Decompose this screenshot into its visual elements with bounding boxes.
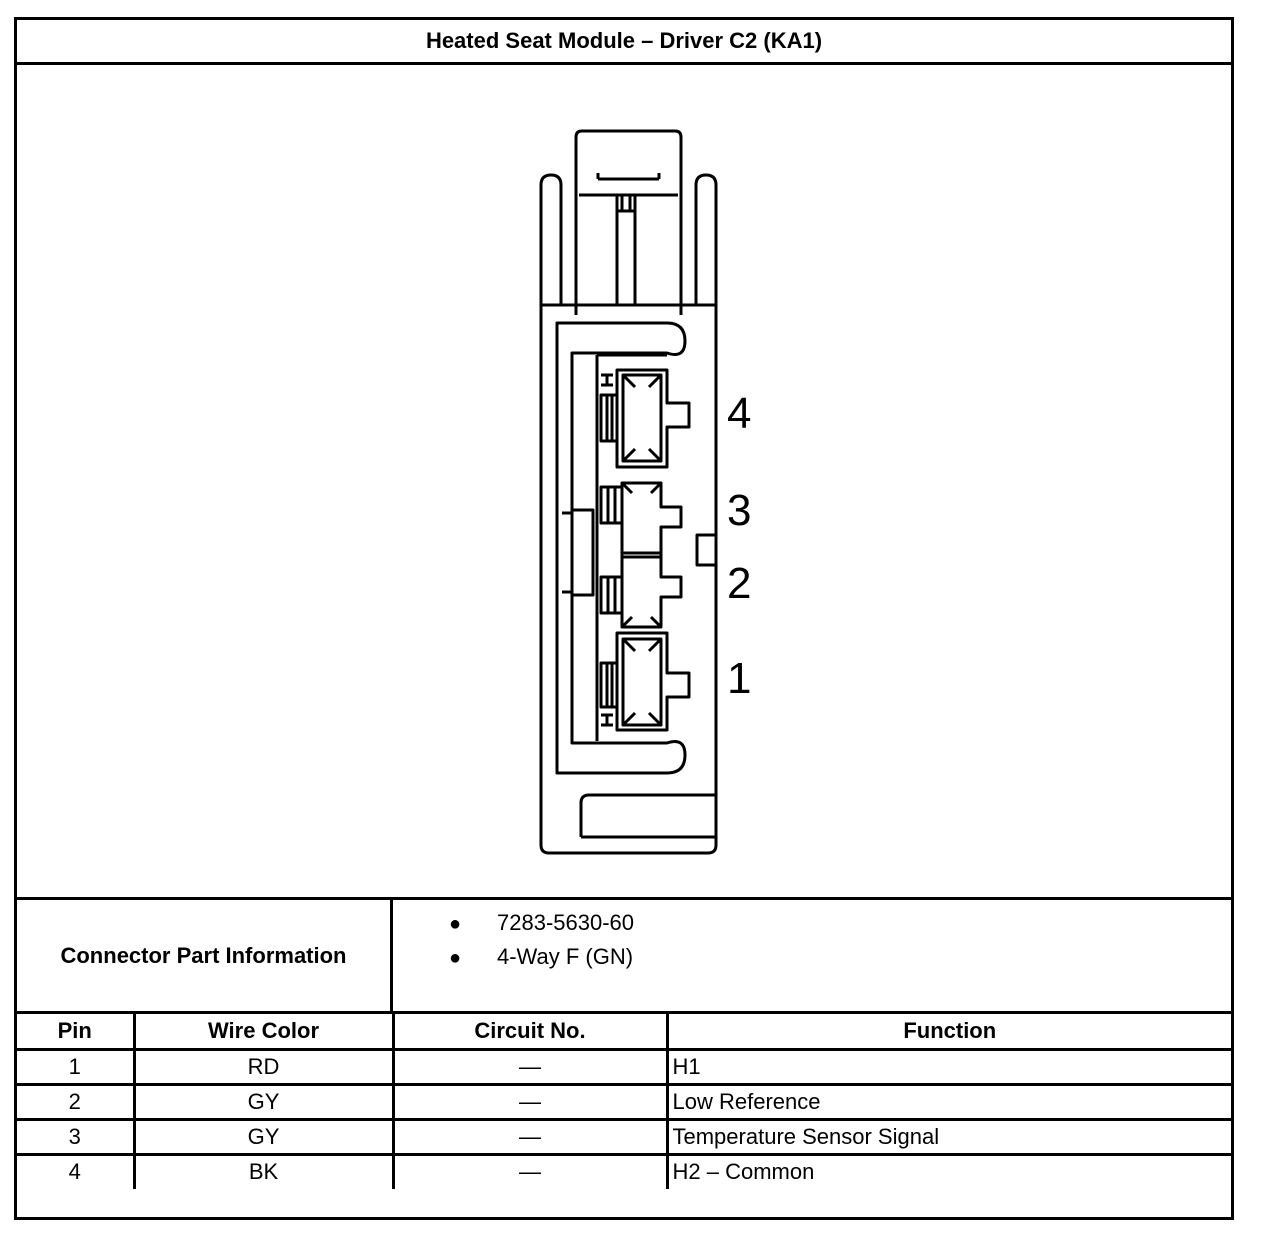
- connector-diagram: [17, 65, 1231, 897]
- bullet-icon: ●: [449, 913, 462, 935]
- connector-type-item: [449, 944, 633, 970]
- function-cell: Low Reference: [667, 1084, 1231, 1119]
- pin-cell: 3: [17, 1119, 134, 1154]
- part-number-item: [449, 910, 634, 936]
- pin-3-label: 3: [727, 486, 752, 535]
- wire-color-cell: BK: [134, 1154, 393, 1189]
- pin-cell: 4: [17, 1154, 134, 1189]
- connector-face-drawing: [17, 65, 1231, 897]
- pinout-table: [17, 1014, 1231, 1189]
- pin-2-label: 2: [727, 559, 752, 608]
- sheet-title: Heated Seat Module – Driver C2 (KA1): [17, 20, 1231, 65]
- table-row: [17, 1119, 1231, 1154]
- pin-4-label: 4: [727, 389, 752, 438]
- table-header-row: [17, 1014, 1231, 1049]
- header-pin: Pin: [17, 1014, 134, 1049]
- header-wire-color: Wire Color: [134, 1014, 393, 1049]
- connector-part-information: [17, 897, 1231, 1014]
- header-circuit-no: Circuit No.: [393, 1014, 667, 1049]
- wire-color-cell: GY: [134, 1119, 393, 1154]
- function-cell: Temperature Sensor Signal: [667, 1119, 1231, 1154]
- part-info-list: [393, 900, 1231, 1011]
- pin-cell: 2: [17, 1084, 134, 1119]
- wire-color-cell: GY: [134, 1084, 393, 1119]
- part-info-label: Connector Part Information: [17, 900, 393, 1011]
- table-row: [17, 1154, 1231, 1189]
- circuit-cell: —: [393, 1084, 667, 1119]
- pin-cell: 1: [17, 1049, 134, 1084]
- function-cell: H2 – Common: [667, 1154, 1231, 1189]
- bullet-icon: ●: [449, 947, 462, 969]
- table-row: [17, 1049, 1231, 1084]
- table-row: [17, 1084, 1231, 1119]
- wire-color-cell: RD: [134, 1049, 393, 1084]
- connector-info-sheet: [14, 17, 1234, 1220]
- header-function: Function: [667, 1014, 1231, 1049]
- pin-1-label: 1: [727, 654, 752, 703]
- function-cell: H1: [667, 1049, 1231, 1084]
- circuit-cell: —: [393, 1154, 667, 1189]
- circuit-cell: —: [393, 1049, 667, 1084]
- connector-type: 4-Way F (GN): [497, 944, 634, 969]
- part-number: 7283-5630-60: [497, 910, 635, 935]
- circuit-cell: —: [393, 1119, 667, 1154]
